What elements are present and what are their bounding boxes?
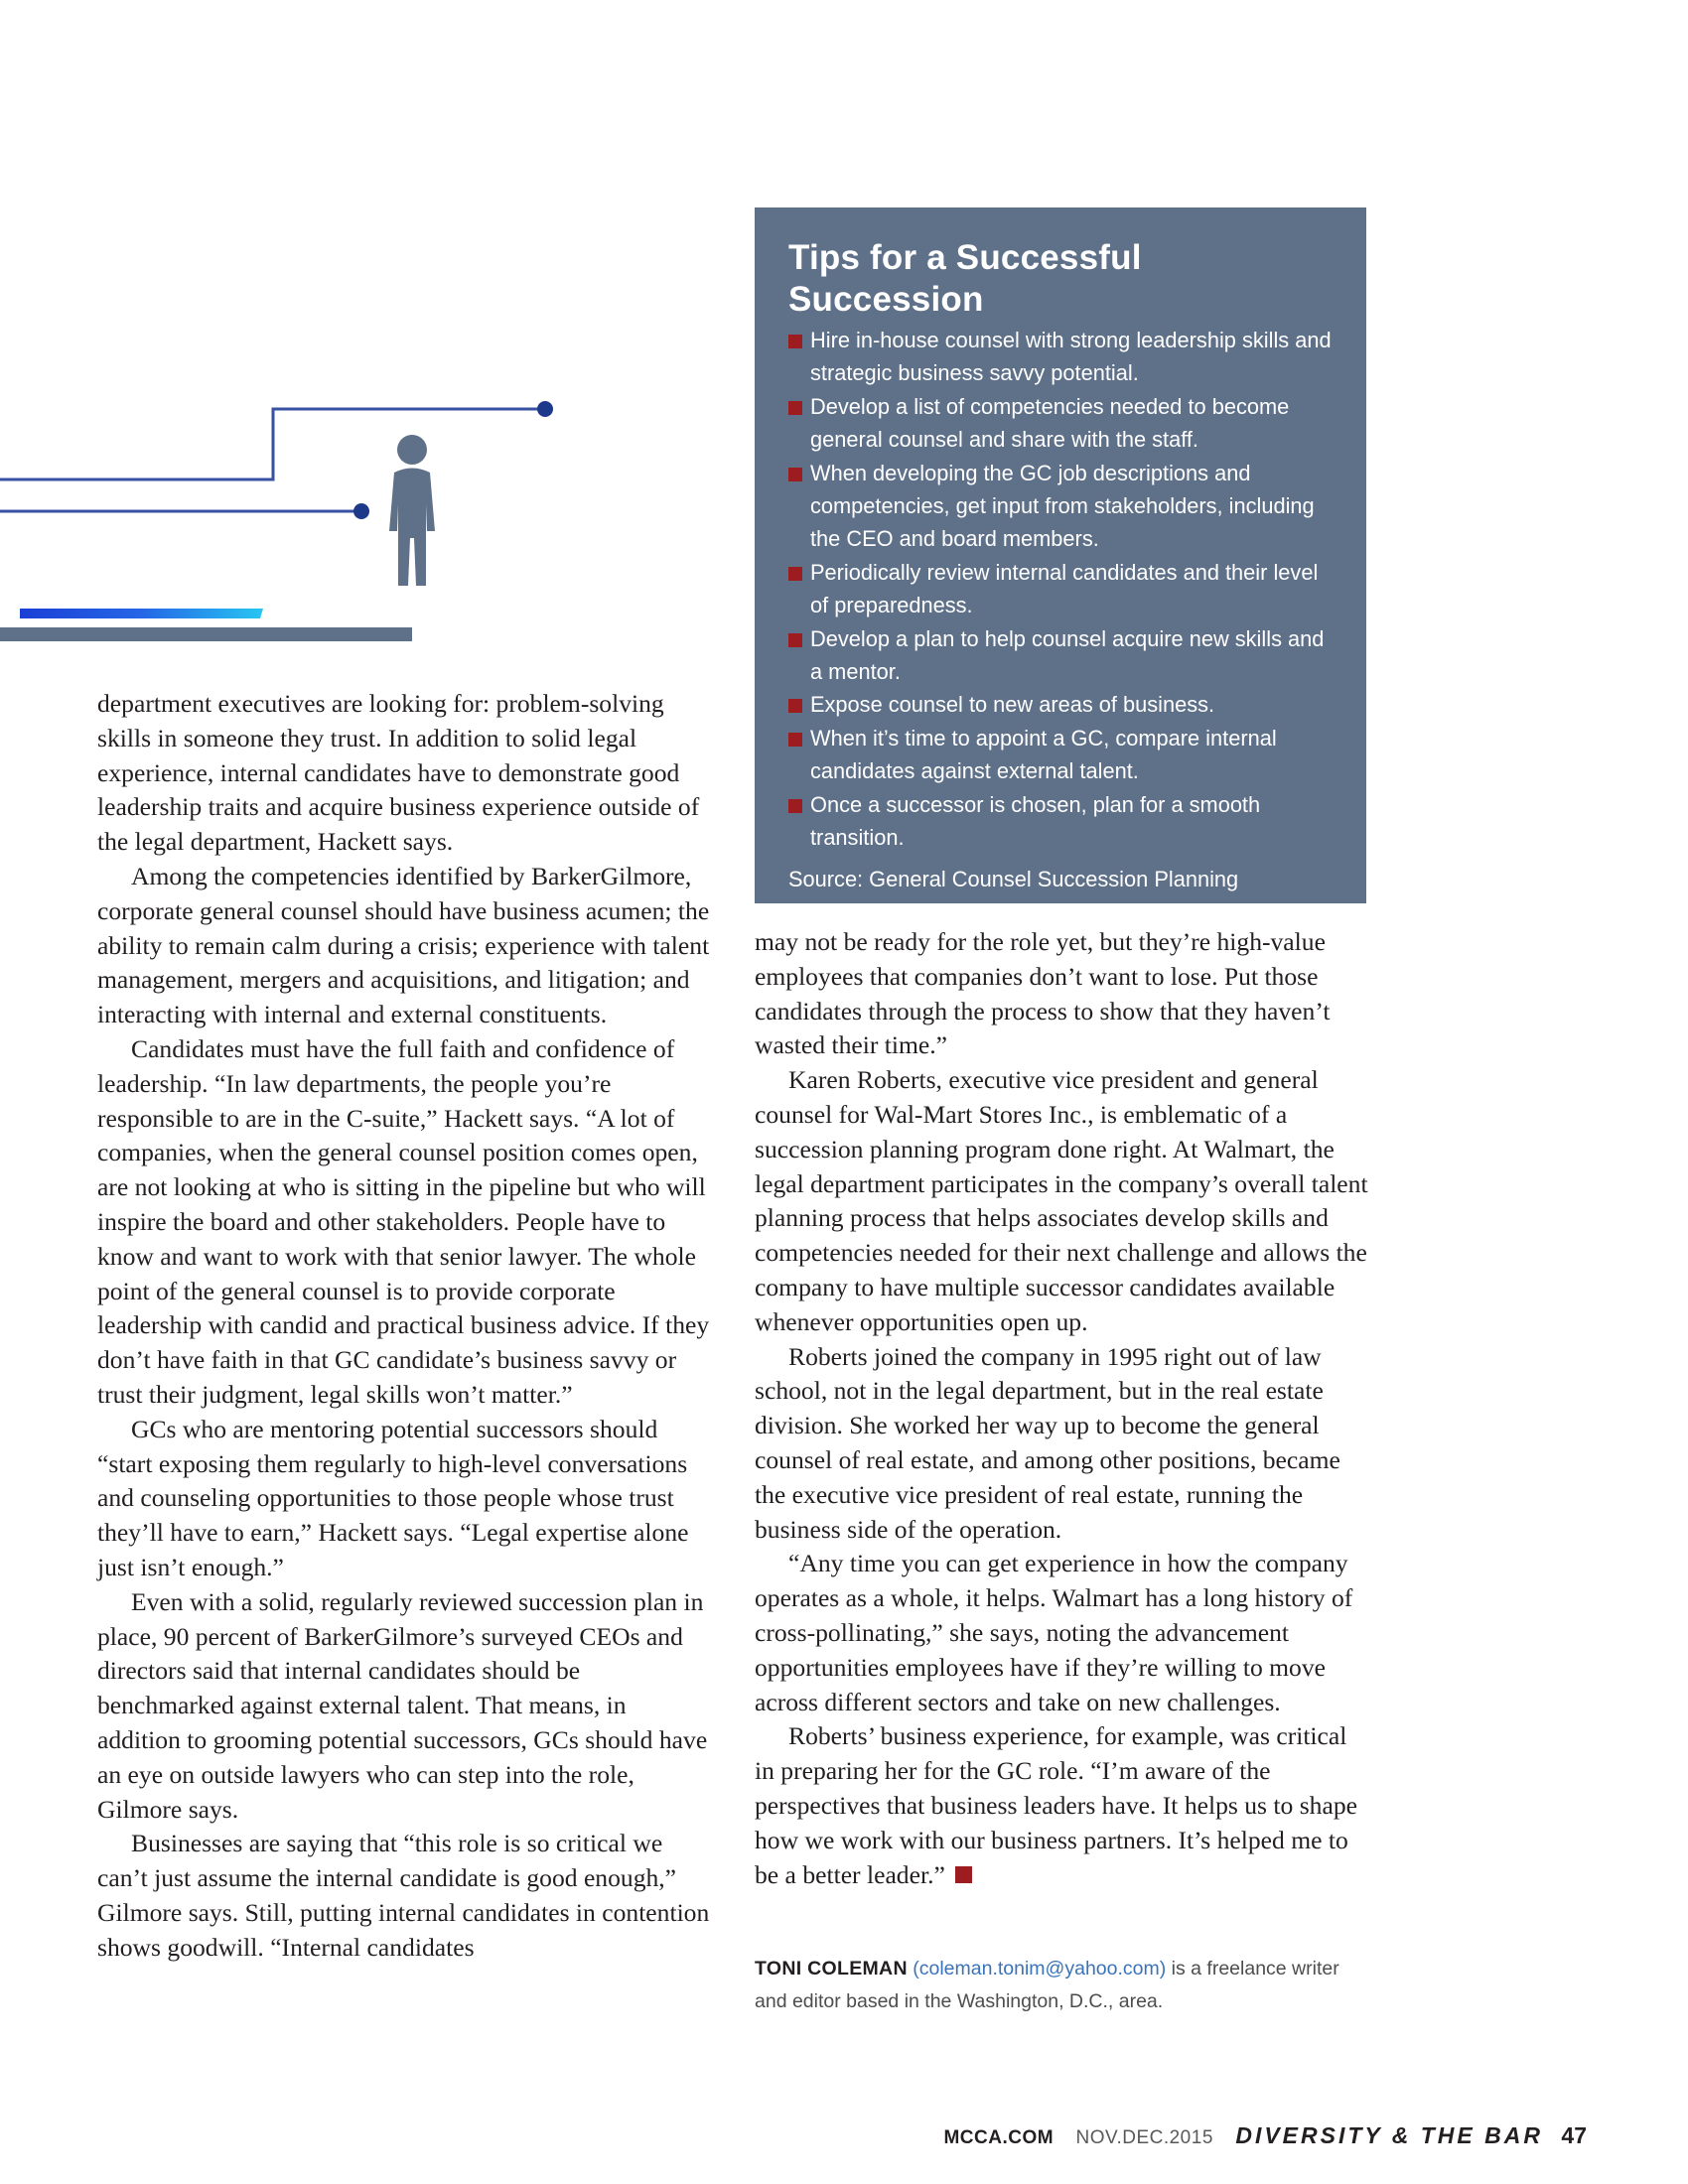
square-bullet-icon (788, 733, 802, 747)
square-bullet-icon (788, 335, 802, 348)
end-mark-icon (955, 1866, 972, 1883)
tip-item: Develop a plan to help counsel acquire new skills and a mentor. (788, 622, 1333, 689)
sidebar-title: Tips for a Successful Succession (788, 238, 1142, 319)
tip-item: When it’s time to appoint a GC, compare internal candidates against external talent. (788, 722, 1333, 788)
author-name: TONI COLEMAN (755, 1958, 908, 1979)
square-bullet-icon (788, 401, 802, 415)
page-number: 47 (1561, 2122, 1587, 2148)
lower-dot (353, 503, 369, 519)
footer-magazine: DIVERSITY & THE BAR (1235, 2122, 1543, 2148)
tip-item: Hire in-house counsel with strong leadership skills and strategic business savvy potential. (788, 324, 1333, 390)
paragraph: may not be ready for the role yet, but they’re high-value employees that companies don’t want to lose. Put those candidates through the process to show that they haven’t wasted their time.” (755, 927, 1331, 1060)
illustration (0, 377, 596, 655)
square-bullet-icon (788, 468, 802, 481)
square-bullet-icon (788, 799, 802, 813)
upper-line (0, 409, 545, 479)
article-left-column (97, 687, 713, 1965)
tip-item: Once a successor is chosen, plan for a smooth transition. (788, 788, 1333, 855)
paragraph: Candidates must have the full faith and confidence of leadership. “In law departments, the people you’re responsible to are in the C-suite,” Hackett says. “A lot of companies, when the general counsel position comes open, are not looking at who is sitting in the pipeline but who will inspire the board and other stakeholders. People have to know and want to work with that senior lawyer. The whole point of the general counsel is to provide corporate leadership with candid and practical business advice. If they don’t have faith in that GC candidate’s business savvy or trust their judgment, legal skills won’t matter.” (97, 1033, 710, 1409)
paragraph: department executives are looking for: problem-solving skills in someone they trust. In addition to solid legal experience, internal candidates have to demonstrate good leadership traits and acquire business experience outside of the legal department, Hackett says. (97, 689, 700, 857)
paragraph: Even with a solid, regularly reviewed succession plan in place, 90 percent of BarkerGilmore’s surveyed CEOs and directors said that internal candidates should be benchmarked against external talent. That means, in addition to grooming potential successors, GCs should have an eye on outside lawyers who can step into the role, Gilmore says. (97, 1586, 708, 1824)
person-icon (389, 435, 435, 586)
author-email-link[interactable]: (coleman.tonim@yahoo.com) (913, 1958, 1167, 1979)
page-footer (943, 2122, 1587, 2149)
tip-item: Develop a list of competencies needed to become general counsel and share with the staff. (788, 390, 1333, 457)
pipeline-graphic (0, 377, 596, 655)
footer-date: NOV.DEC.2015 (1075, 2127, 1213, 2148)
gray-bar (0, 627, 412, 641)
paragraph: Roberts joined the company in 1995 right out of law school, not in the legal department, but in the real estate division. She worked her way up to become the general counsel of real estate, and among other positions, became the executive vice president of real estate, running the business side of the operation. (755, 1341, 1340, 1544)
paragraph: Businesses are saying that “this role is so critical we can’t just assume the internal candidate is good enough,” Gilmore says. Still, putting internal candidates in contention shows goodwill. “Internal candidates (97, 1829, 710, 1962)
tip-item: When developing the GC job descriptions and competencies, get input from stakeholders, including the CEO and board members. (788, 457, 1333, 556)
sidebar-source: Source: General Counsel Succession Planning Practices from the Pros, BarkerGilmore (788, 866, 1239, 924)
paragraph: “Any time you can get experience in how the company operates as a whole, it helps. Walmart has a long history of cross-pollinating,” she says, noting the advancement opportunities employees have if they’re willing to move across different sectors and take on new challenges. (755, 1549, 1353, 1716)
tips-sidebar (755, 207, 1366, 924)
article-right-column (755, 925, 1370, 1892)
tips-list (788, 324, 1333, 855)
square-bullet-icon (788, 567, 802, 581)
upper-dot (537, 401, 553, 417)
bio-text: is a freelance writer and editor based in the Washington, D.C., area. (755, 1958, 1339, 2012)
tip-item: Periodically review internal candidates and their level of preparedness. (788, 556, 1333, 622)
square-bullet-icon (788, 633, 802, 647)
paragraph: Karen Roberts, executive vice president and general counsel for Wal-Mart Stores Inc., is emblematic of a succession planning program done right. At Walmart, the legal department participates in the company’s overall talent planning process that helps associates develop skills and competencies needed for their next challenge and allows the company to have multiple successor candidates available whenever opportunities open up. (755, 1065, 1368, 1336)
gradient-bar (20, 609, 263, 618)
paragraph: GCs who are mentoring potential successors should “start exposing them regularly to high-level conversations and counseling opportunities to those people whose trust they’ll have to earn,” Hackett says. “Legal expertise alone just isn’t enough.” (97, 1414, 689, 1581)
square-bullet-icon (788, 699, 802, 713)
footer-site: MCCA.COM (943, 2127, 1055, 2148)
last-paragraph: Roberts’ business experience, for example, was critical in preparing her for the GC role. “I’m aware of the perspectives that business leaders have. It helps us to shape how we work with our business partners. It’s helped me to be a better leader.” (755, 1721, 1357, 1889)
tip-item: Expose counsel to new areas of business. (788, 688, 1333, 721)
paragraph: Among the competencies identified by BarkerGilmore, corporate general counsel should have business acumen; the ability to remain calm during a crisis; experience with talent management, mergers and acquisitions, and litigation; and interacting with internal and external constituents. (97, 861, 710, 1029)
author-bio (755, 1953, 1370, 2018)
